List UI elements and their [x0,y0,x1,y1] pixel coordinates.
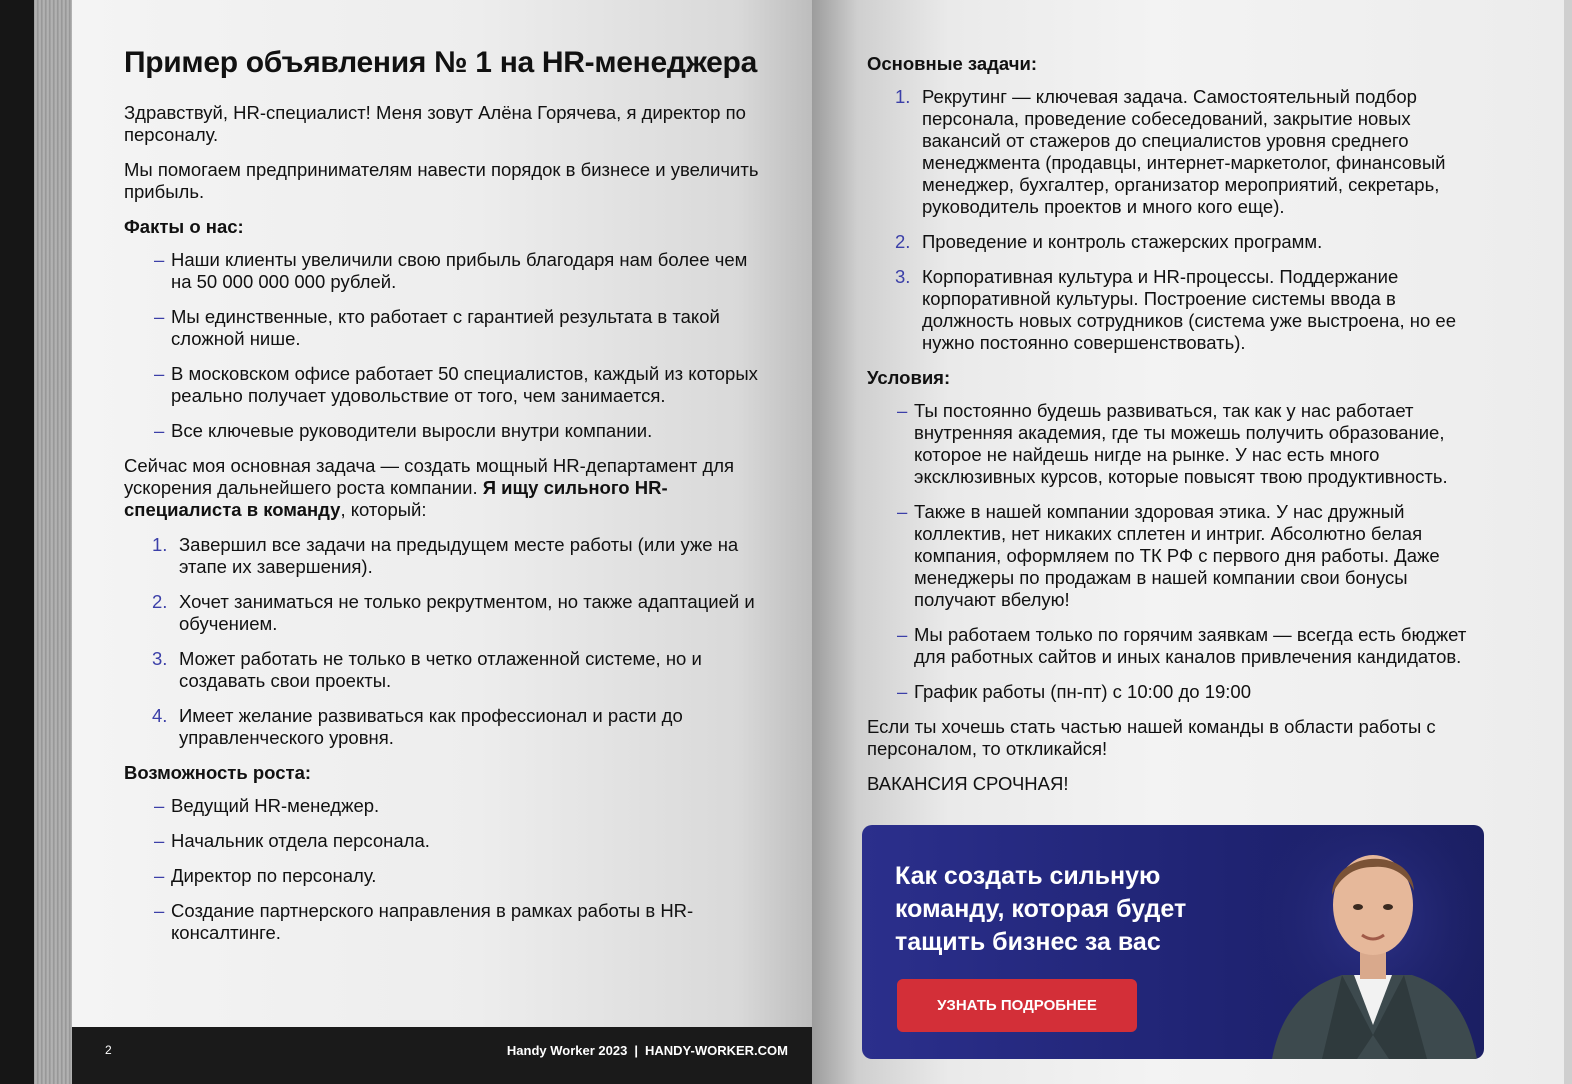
left-page [72,0,812,1084]
task-text: Сейчас моя основная задача — создать мощный HR-департамент для ускорения дальнейшего роста компании. [124,455,735,498]
intro-paragraph: Мы помогаем предпринимателям навести порядок в бизнесе и увеличить прибыль. [124,159,759,202]
item-number: 3. [152,648,168,669]
item-number: 1. [895,86,911,107]
item-text: Хочет заниматься не только рекрутментом, но также адаптацией и обучением. [179,591,755,634]
list-item [895,86,1487,218]
item-number: 3. [895,266,911,287]
learn-more-button[interactable]: УЗНАТЬ ПОДРОБНЕЕ [897,979,1137,1032]
footer-site-link[interactable]: HANDY-WORKER.COM [645,1043,788,1058]
requirements-list [124,534,764,749]
facts-heading: Факты о нас: [124,216,244,237]
list-item [152,648,764,692]
book-spine-edge [0,0,38,1084]
urgent-note: ВАКАНСИЯ СРОЧНАЯ! [867,773,1069,794]
page-stack-edge [34,0,74,1084]
conditions-list [867,400,1487,703]
list-item: – Все ключевые руководители выросли внутри компании. [154,420,764,442]
promo-banner[interactable] [862,825,1484,1059]
item-text: Имеет желание развиваться как профессионал и расти до управленческого уровня. [179,705,683,748]
right-page [812,0,1572,1084]
page-title: Пример объявления № 1 на HR-менеджера [124,46,757,79]
list-item: – Мы единственные, кто работает с гарантией результата в такой сложной нише. [154,306,764,350]
list-item: – Мы работаем только по горячим заявкам — всегда есть бюджет для работных сайтов и иных каналов привлечения кандидатов. [897,624,1487,668]
list-item [152,591,764,635]
page-footer [72,1027,812,1084]
item-number: 2. [895,231,911,252]
item-number: 1. [152,534,168,555]
intro-paragraph: Здравствуй, HR-специалист! Меня зовут Алёна Горячева, я директор по персоналу. [124,102,746,145]
list-item: – Также в нашей компании здоровая этика. У нас дружный коллектив, нет никаких сплетен и интриг. Абсолютно белая компания, оформляем по ТК РФ с первого дня работы. Даже менеджеры по продажам в нашей компании свои бонусы получают вбелую! [897,501,1487,611]
list-item: – Начальник отдела персонала. [154,830,764,852]
list-item [895,266,1487,354]
page-number: 2 [105,1043,112,1057]
list-item: – Ведущий HR-менеджер. [154,795,764,817]
task-text-bold: Я ищу сильного HR-специалиста в команду [124,477,668,520]
tasks-heading: Основные задачи: [867,53,1038,74]
item-text: Проведение и контроль стажерских программ. [922,231,1323,252]
list-item: – Ты постоянно будешь развиваться, так как у нас работает внутренняя академия, где ты можешь получить образование, которое не найдешь нигде на рынке. У нас есть много эксклюзивных курсов, которые повысят твою продуктивность. [897,400,1487,488]
growth-heading: Возможность роста: [124,762,312,783]
list-item: – В московском офисе работает 50 специалистов, каждый из которых реально получает удовольствие от того, чем занимается. [154,363,764,407]
list-item: – Наши клиенты увеличили свою прибыль благодаря нам более чем на 50 000 000 000 рублей. [154,249,764,293]
closing-paragraph: Если ты хочешь стать частью нашей команды в области работы с персоналом, то откликайся! [867,716,1436,759]
presenter-photo [1262,825,1484,1059]
item-text: Может работать не только в четко отлаженной системе, но и создавать свои проекты. [179,648,702,691]
right-page-content [867,53,1487,808]
item-text: Корпоративная культура и HR-процессы. Поддержание корпоративной культуры. Построение системы ввода в должность новых сотрудников (система уже выстроена, но ее нужно постоянно совершенствовать). [922,266,1456,353]
item-text: Рекрутинг — ключевая задача. Самостоятельный подбор персонала, проведение собеседований, закрытие новых вакансий от стажеров до специалистов уровня среднего менеджмента (продавцы, интернет-маркетолог, финансовый менеджер, бухгалтер, организатор мероприятий, секретарь, руководитель проектов и много кого еще). [922,86,1446,217]
list-item: – Создание партнерского направления в рамках работы в HR-консалтинге. [154,900,764,944]
item-number: 2. [152,591,168,612]
list-item [895,231,1487,253]
facts-list [124,249,764,442]
footer-brand [507,1043,788,1058]
page-stack-edge [1564,0,1572,1084]
task-paragraph [124,455,764,521]
growth-list [124,795,764,944]
promo-title: Как создать сильную команду, которая будет тащить бизнес за вас [895,862,1187,956]
left-page-content [124,46,764,957]
tasks-list [867,86,1487,354]
conditions-heading: Условия: [867,367,951,388]
list-item: – Директор по персоналу. [154,865,764,887]
item-number: 4. [152,705,168,726]
item-text: Завершил все задачи на предыдущем месте работы (или уже на этапе их завершения). [179,534,739,577]
footer-separator: | [634,1043,638,1058]
list-item: – График работы (пн-пт) с 10:00 до 19:00 [897,681,1487,703]
list-item [152,705,764,749]
list-item [152,534,764,578]
footer-brand-text: Handy Worker 2023 [506,1043,628,1058]
task-text-end: , который: [340,499,427,520]
